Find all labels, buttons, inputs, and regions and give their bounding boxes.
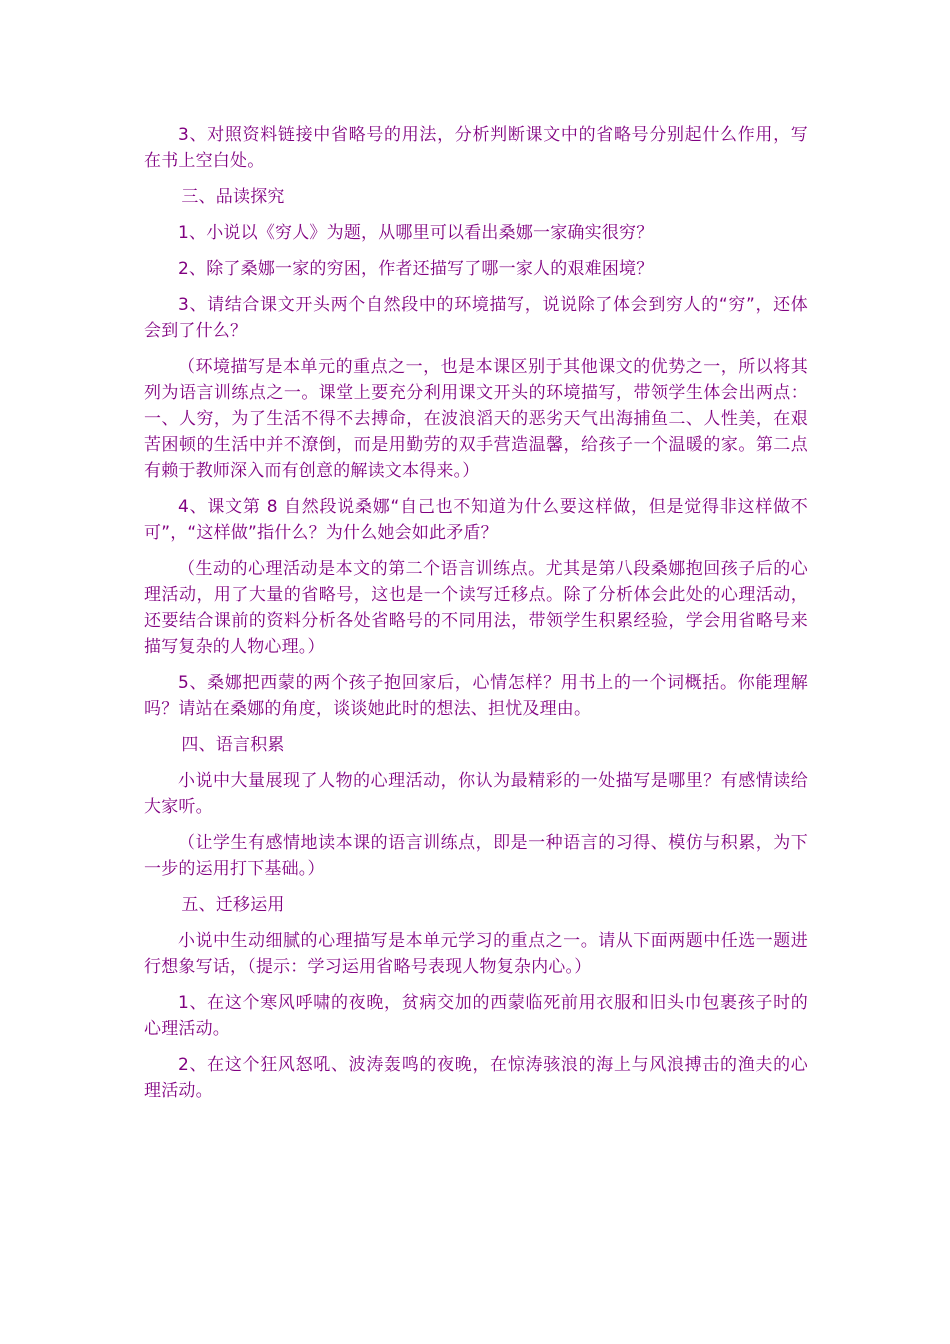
transfer-task-intro: 小说中生动细腻的心理描写是本单元学习的重点之一。请从下面两题中任选一题进行想象写话，（提示：学习运用省略号表现人物复杂内心。）: [144, 931, 808, 977]
paragraph-task-3: 3、对照资料链接中省略号的用法，分析判断课文中的省略号分别起什么作用，写在书上空白处。: [144, 125, 808, 171]
question-5: 5、桑娜把西蒙的两个孩子抱回家后，心情怎样？用书上的一个词概括。你能理解吗？请站在桑娜的角度，谈谈她此时的想法、担忧及理由。: [144, 673, 808, 719]
section-heading-4: 四、语言积累: [181, 735, 285, 755]
teaching-note-1: （环境描写是本单元的重点之一，也是本课区别于其他课文的优势之一，所以将其列为语言训练点之一。课堂上要充分利用课文开头的环境描写，带领学生体会出两点：一、人穷，为了生活不得不去搏命，在波浪滔天的恶劣天气出海捕鱼二、人性美，在艰苦困顿的生活中并不潦倒，而是用勤劳的双手营造温馨，给孩子一个温暖的家。第二点有赖于教师深入而有创意的解读文本得来。）: [144, 357, 808, 481]
question-4: 4、课文第 8 自然段说桑娜“自己也不知道为什么要这样做，但是觉得非这样做不可”，“这样做”指什么？为什么她会如此矛盾？: [144, 497, 808, 543]
question-1: 1、小说以《穷人》为题，从哪里可以看出桑娜一家确实很穷？: [178, 223, 654, 243]
question-2: 2、除了桑娜一家的穷困，作者还描写了哪一家人的艰难困境？: [178, 259, 654, 279]
document-body: [144, 122, 808, 1114]
teaching-note-3: （让学生有感情地读本课的语言训练点，即是一种语言的习得、模仿与积累，为下一步的运用打下基础。）: [144, 833, 808, 879]
accumulation-task: 小说中大量展现了人物的心理活动，你认为最精彩的一处描写是哪里？有感情读给大家听。: [144, 771, 808, 817]
section-heading-3: 三、品读探究: [181, 187, 285, 207]
writing-option-1: 1、在这个寒风呼啸的夜晚，贫病交加的西蒙临死前用衣服和旧头巾包裹孩子时的心理活动。: [144, 993, 808, 1039]
section-heading-5: 五、迁移运用: [181, 895, 285, 915]
question-3: 3、请结合课文开头两个自然段中的环境描写，说说除了体会到穷人的“穷”，还体会到了什么？: [144, 295, 808, 341]
teaching-note-2: （生动的心理活动是本文的第二个语言训练点。尤其是第八段桑娜抱回孩子后的心理活动，用了大量的省略号，这也是一个读写迁移点。除了分析体会此处的心理活动，还要结合课前的资料分析各处省略号的不同用法，带领学生积累经验，学会用省略号来描写复杂的人物心理。）: [144, 559, 808, 657]
writing-option-2: 2、在这个狂风怒吼、波涛轰鸣的夜晚，在惊涛骇浪的海上与风浪搏击的渔夫的心理活动。: [144, 1055, 808, 1101]
